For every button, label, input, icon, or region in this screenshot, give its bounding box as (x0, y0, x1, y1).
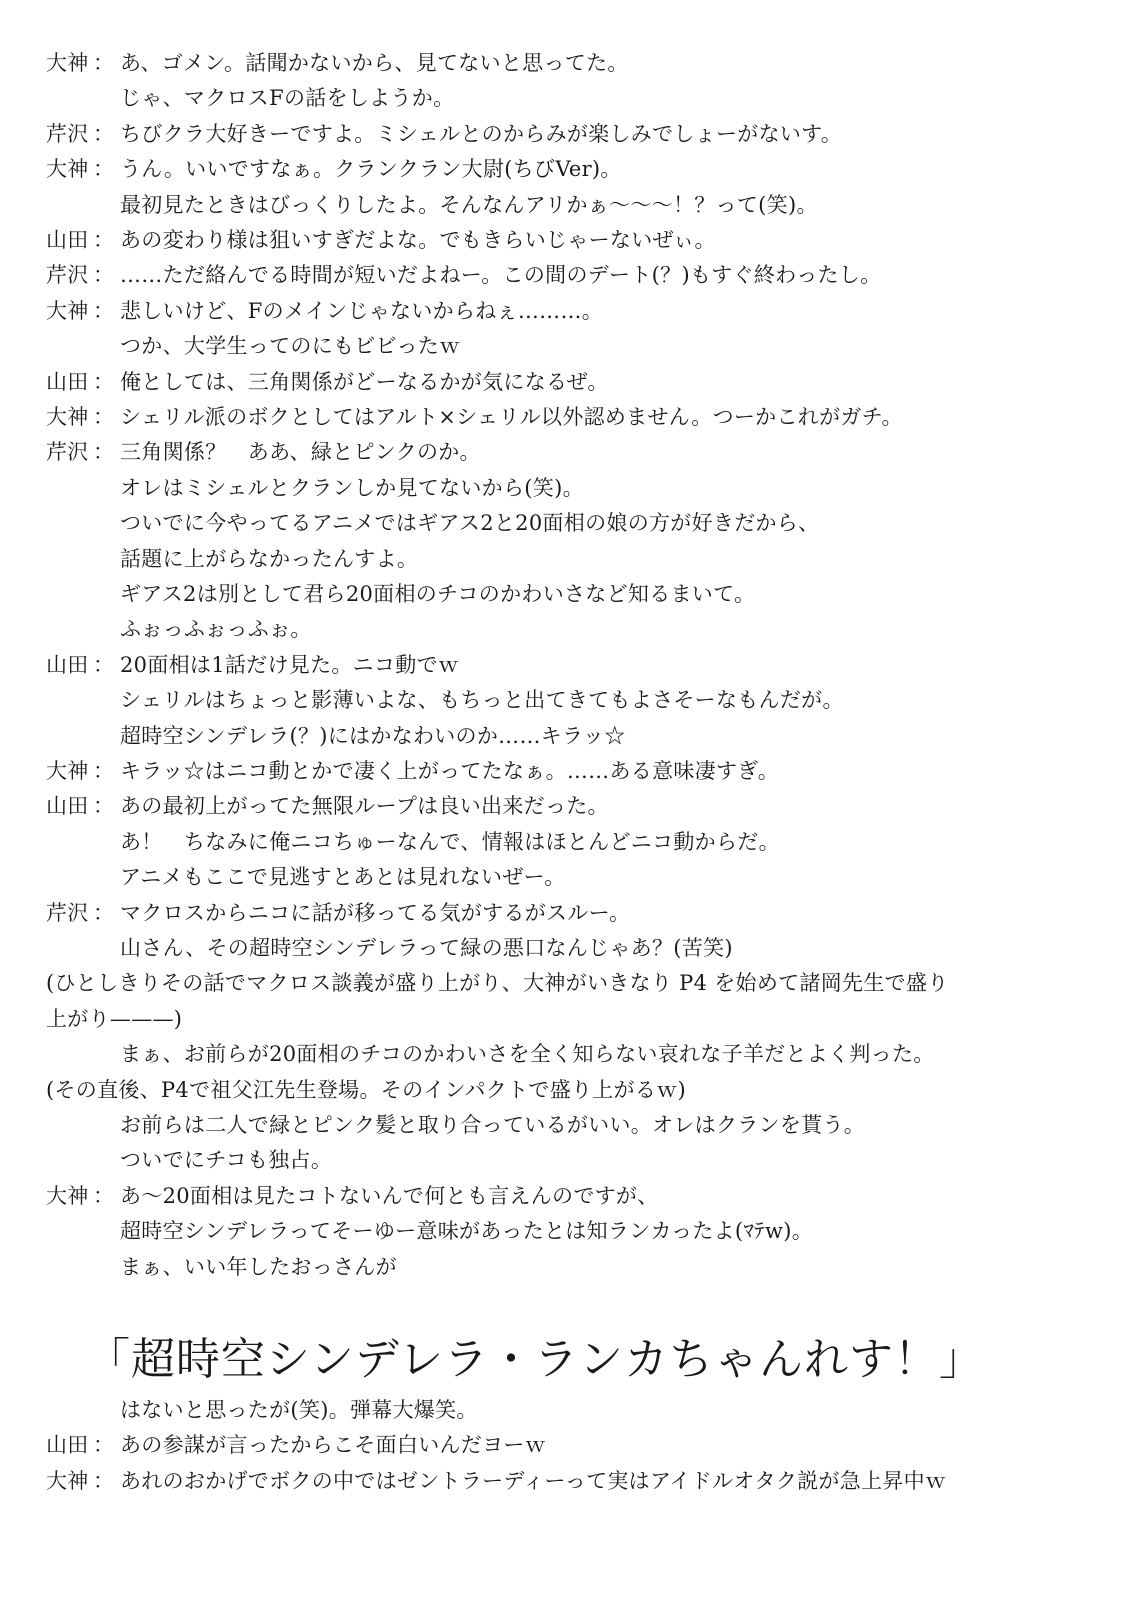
line-text: (ひとしきりその話でマクロス談義が盛り上がり、大神がいきなり P4 を始めて諸岡先生で盛り (46, 971, 949, 995)
line-text: 超時空シンデレラってそーゆー意味があったとは知ランカったよ(ﾏﾃw)。 (120, 1219, 814, 1243)
line-text: 話題に上がらなかったんすよ。 (120, 547, 419, 571)
speaker-colon: ： (93, 1469, 115, 1493)
line-text: うん。いいですなぁ。クランクラン大尉(ちびVer)。 (120, 157, 622, 181)
speaker-colon: ： (93, 794, 115, 818)
line-text: マクロスからニコに話が移ってる気がするがスルー。 (120, 901, 631, 925)
speaker-name: 大神 (46, 157, 89, 181)
speaker-colon: ： (93, 299, 115, 323)
speaker-name: 山田 (46, 228, 89, 252)
line-text: 最初見たときはびっくりしたよ。そんなんアリかぁ〜〜〜！？って(笑)。 (120, 193, 818, 217)
line-text: 俺としては、三角関係がどーなるかが気になるぜ。 (120, 370, 609, 394)
line-text: 20面相は1話だけ見た。ニコ動でｗ (120, 653, 460, 677)
line-text: キラッ☆はニコ動とかで凄く上がってたなぁ。……ある意味凄すぎ。 (120, 759, 780, 783)
speaker-colon: ： (93, 759, 115, 783)
speaker-colon: ： (93, 157, 115, 181)
line-text: あの参謀が言ったからこそ面白いんだヨーｗ (120, 1433, 546, 1457)
speaker-colon: ： (93, 228, 115, 252)
line-text: アニメもここで見逃すとあとは見れないぜー。 (120, 865, 566, 889)
line-text: 山さん、その超時空シンデレラって緑の悪口なんじゃあ？(苦笑) (120, 936, 733, 960)
line-text: つか、大学生ってのにもビビったｗ (120, 334, 461, 358)
line-text: 上がり———) (46, 1007, 183, 1031)
line-text: あ〜20面相は見たコトないんで何とも言えんのですが、 (120, 1184, 659, 1208)
line-text: あ、ゴメン。話聞かないから、見てないと思ってた。 (120, 51, 629, 75)
line-text: オレはミシェルとクランしか見てないから(笑)。 (120, 476, 584, 500)
line-text: シェリル派のボクとしてはアルト×シェリル以外認めません。つーかこれがガチ。 (120, 405, 903, 429)
line-text: あ！ ちなみに俺ニコちゅーなんで、情報はほとんどニコ動からだ。 (120, 830, 780, 854)
speaker-colon: ： (93, 901, 115, 925)
speaker-name: 大神 (46, 51, 89, 75)
speaker-name: 芹沢 (46, 440, 89, 464)
speaker-name: 芹沢 (46, 901, 89, 925)
speaker-colon: ： (93, 440, 115, 464)
speaker-name: 山田 (46, 1433, 89, 1457)
speaker-colon: ： (93, 122, 115, 146)
speaker-name: 芹沢 (46, 122, 89, 146)
highlight-quote: 「超時空シンデレラ・ランカちゃんれす！」 (86, 1334, 985, 1385)
line-text: ついでにチコも独占。 (120, 1148, 333, 1172)
line-text: 三角関係？ ああ、緑とピンクのか。 (120, 440, 481, 464)
speaker-name: 山田 (46, 653, 89, 677)
speaker-name: 山田 (46, 794, 89, 818)
line-text: ふぉっふぉっふぉ。 (120, 617, 312, 641)
line-text: ……ただ絡んでる時間が短いだよねー。この間のデート(？)もすぐ終わったし。 (120, 263, 882, 287)
line-text: シェリルはちょっと影薄いよな、もちっと出てきてもよさそーなもんだが。 (120, 688, 844, 712)
line-text: ついでに今やってるアニメではギアス2と20面相の娘の方が好きだから、 (120, 511, 820, 535)
speaker-colon: ： (93, 653, 115, 677)
speaker-name: 大神 (46, 1184, 89, 1208)
line-text: あれのおかげでボクの中ではゼントラーディーって実はアイドルオタク説が急上昇中ｗ (120, 1469, 947, 1493)
speaker-colon: ： (93, 370, 115, 394)
line-text: 悲しいけど、Fのメインじゃないからねぇ………。 (120, 299, 604, 323)
speaker-name: 芹沢 (46, 263, 89, 287)
speaker-name: 大神 (46, 405, 89, 429)
speaker-name: 大神 (46, 1469, 89, 1493)
speaker-colon: ： (93, 263, 115, 287)
line-text: ギアス2は別として君ら20面相のチコのかわいさなど知るまいて。 (120, 582, 756, 606)
speaker-name: 大神 (46, 759, 89, 783)
speaker-colon: ： (93, 1433, 115, 1457)
line-text: ちびクラ大好きーですよ。ミシェルとのからみが楽しみでしょーがないす。 (120, 122, 843, 146)
speaker-colon: ： (93, 405, 115, 429)
line-text: まぁ、お前らが20面相のチコのかわいさを全く知らない哀れな子羊だとよく判った。 (120, 1042, 935, 1066)
speaker-colon: ： (93, 1184, 115, 1208)
line-text: 超時空シンデレラ(？)にはかなわいのか……キラッ☆ (120, 724, 626, 748)
line-text: あの最初上がってた無限ループは良い出来だった。 (120, 794, 609, 818)
line-text: じゃ、マクロスFの話をしようか。 (120, 86, 455, 110)
line-text: お前らは二人で緑とピンク髪と取り合っているがいい。オレはクランを貰う。 (120, 1113, 866, 1137)
line-text: はないと思ったが(笑)。弾幕大爆笑。 (120, 1398, 478, 1422)
speaker-name: 山田 (46, 370, 89, 394)
line-text: あの変わり様は狙いすぎだよな。でもきらいじゃーないぜぃ。 (120, 228, 716, 252)
speaker-colon: ： (93, 51, 115, 75)
speaker-name: 大神 (46, 299, 89, 323)
line-text: (その直後、P4で祖父江先生登場。そのインパクトで盛り上がるｗ) (46, 1078, 687, 1102)
line-text: まぁ、いい年したおっさんが (120, 1255, 397, 1279)
